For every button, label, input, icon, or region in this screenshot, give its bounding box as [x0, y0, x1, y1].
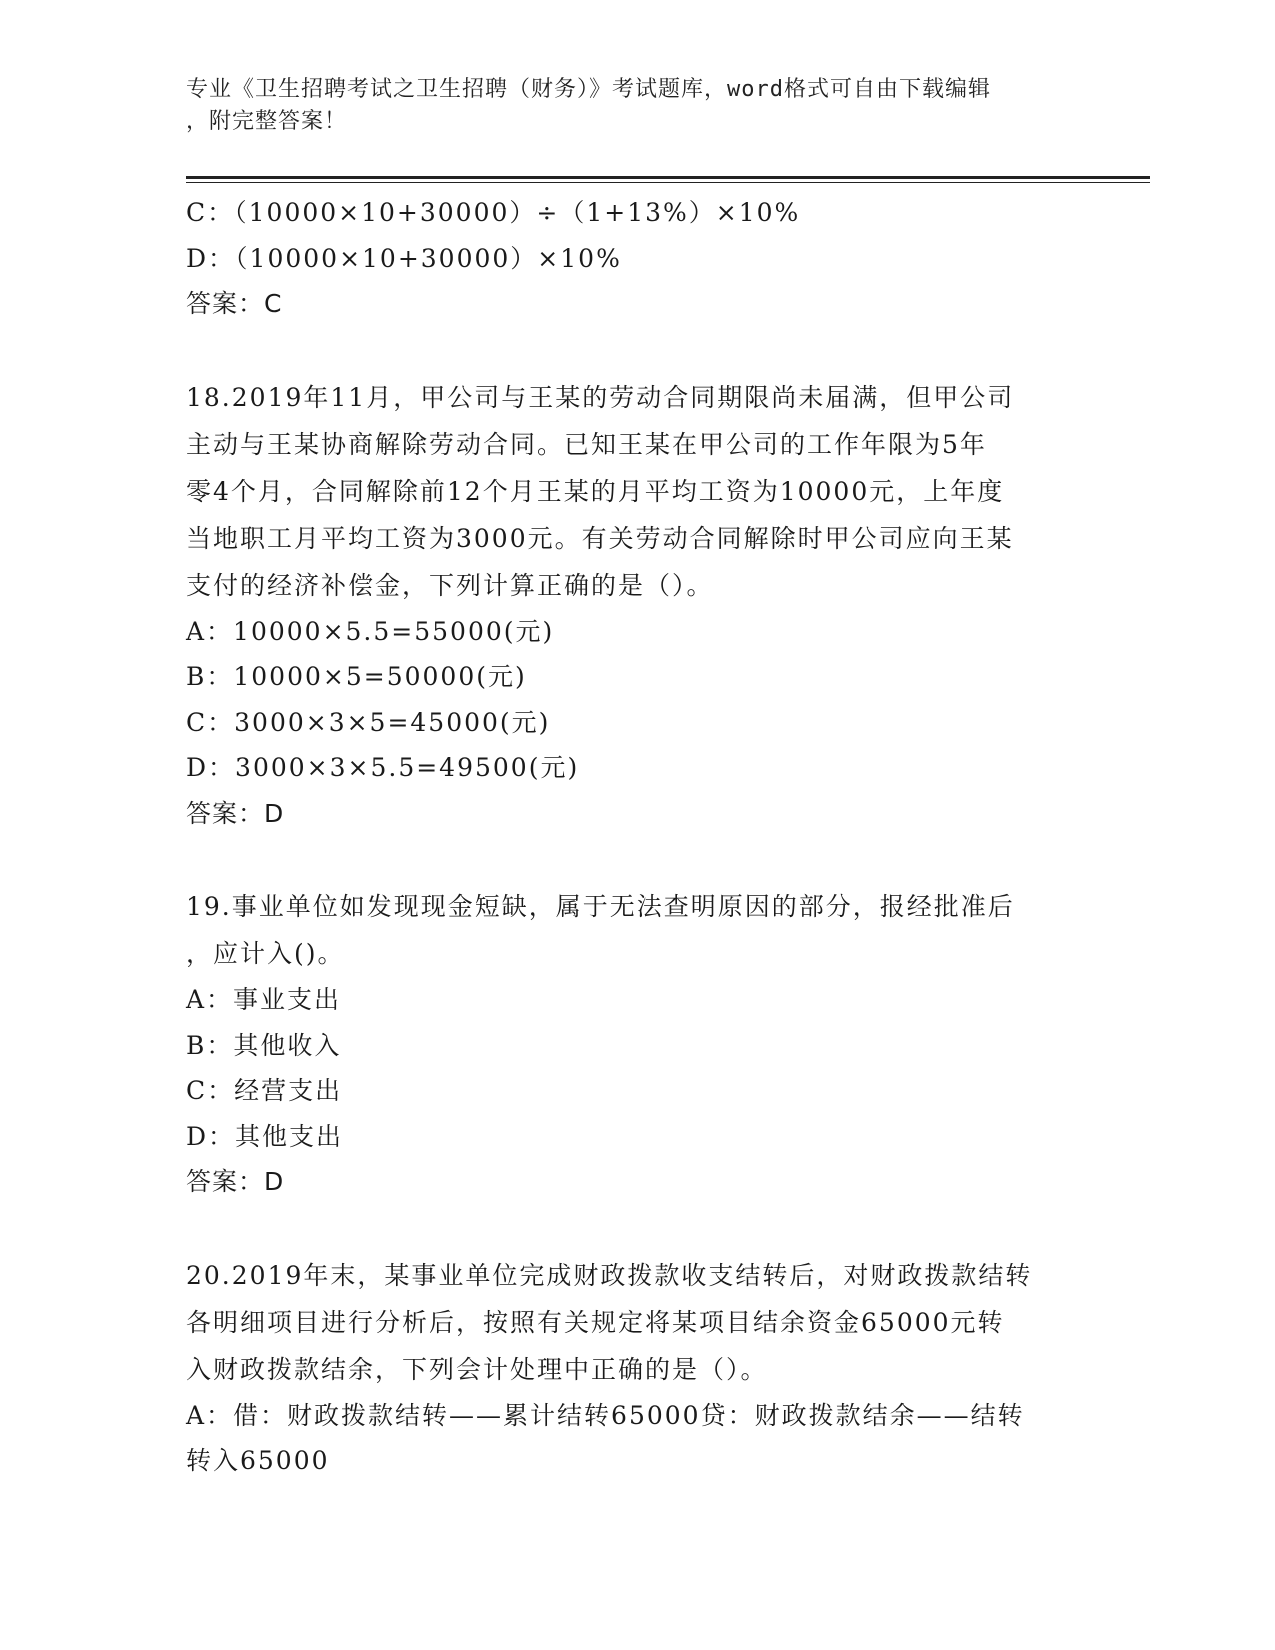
question-stem	[186, 883, 1086, 977]
answer-line: 答案：C	[186, 289, 283, 318]
answer-line: 答案：D	[186, 1167, 285, 1196]
question-17	[186, 190, 1086, 327]
option-c: C：3000×3×5=45000(元)	[186, 707, 551, 737]
option-b: B：10000×5=50000(元)	[186, 662, 527, 691]
stem-line: 支付的经济补偿金，下列计算正确的是（）。	[186, 570, 714, 600]
option-d: D：3000×3×5.5=49500(元)	[186, 753, 580, 782]
option-a: A：10000×5.5=55000(元)	[186, 616, 555, 646]
question-stem	[186, 374, 1086, 609]
question-18	[186, 374, 1086, 837]
question-19	[186, 883, 1086, 1205]
option-d: D：（10000×10+30000）×10%	[186, 243, 622, 273]
page-header	[186, 74, 1066, 138]
stem-line: 当地职工月平均工资为3000元。有关劳动合同解除时甲公司应向王某	[186, 523, 1014, 553]
question-20	[186, 1252, 1086, 1484]
question-content	[186, 190, 1086, 1484]
stem-line: 19.事业单位如发现现金短缺，属于无法查明原因的部分，报经批准后	[186, 892, 1015, 921]
option-c: C：（10000×10+30000）÷（1+13%）×10%	[186, 198, 801, 227]
option-a: A：借：财政拨款结转——累计结转65000贷：财政拨款结余——结转	[186, 1400, 1025, 1430]
stem-line: 主动与王某协商解除劳动合同。已知王某在甲公司的工作年限为5年	[186, 429, 987, 459]
header-line-1: 专业《卫生招聘考试之卫生招聘（财务）》考试题库，word格式可自由下载编辑	[186, 77, 991, 102]
header-divider-thick	[186, 176, 1150, 179]
option-d: D：其他支出	[186, 1121, 344, 1151]
option-b: B：其他收入	[186, 1030, 342, 1060]
stem-line: 入财政拨款结余，下列会计处理中正确的是（）。	[186, 1354, 768, 1384]
question-stem	[186, 1252, 1086, 1393]
option-a: A：事业支出	[186, 985, 342, 1014]
option-a-continued: 转入65000	[186, 1446, 330, 1475]
stem-line: 20.2019年末，某事业单位完成财政拨款收支结转后，对财政拨款结转	[186, 1260, 1033, 1290]
stem-line: 18.2019年11月，甲公司与王某的劳动合同期限尚未届满，但甲公司	[186, 382, 1015, 412]
stem-line: ，应计入()。	[186, 939, 345, 968]
header-line-2: ，附完整答案！	[186, 109, 348, 134]
option-c: C：经营支出	[186, 1076, 343, 1105]
answer-line: 答案：D	[186, 798, 285, 828]
stem-line: 各明细项目进行分析后，按照有关规定将某项目结余资金65000元转	[186, 1307, 1005, 1337]
header-divider-thin	[186, 182, 1150, 183]
stem-line: 零4个月，合同解除前12个月王某的月平均工资为10000元，上年度	[186, 476, 1005, 506]
